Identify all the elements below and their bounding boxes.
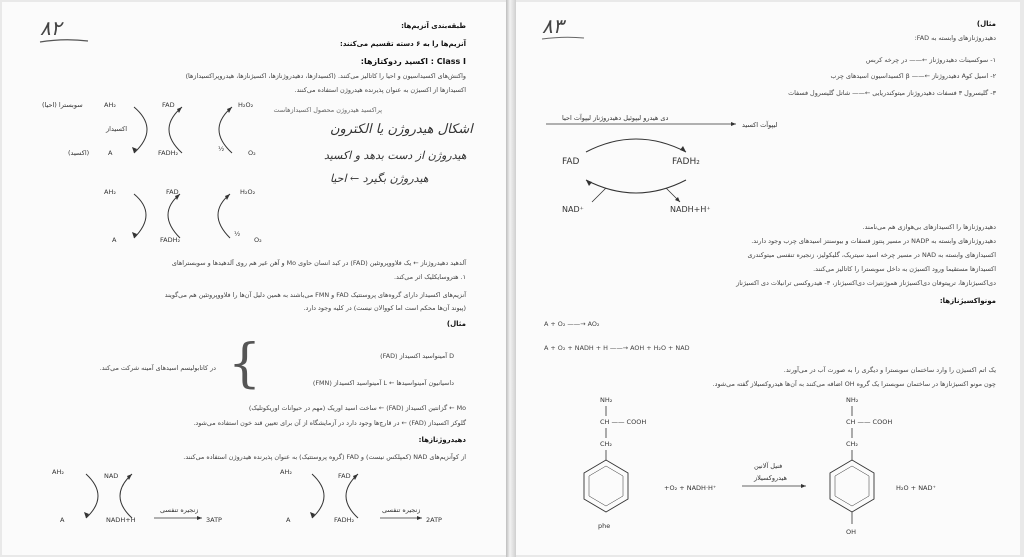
lipoamide-cycle-diagram — [546, 112, 778, 222]
diagram-label: 3ATP — [206, 516, 222, 524]
page-number: ۸۳ — [542, 14, 564, 38]
diagram-label: FADH₂ — [672, 157, 700, 167]
example-heading: مثال) — [976, 20, 996, 28]
paragraph: اکسیدازها از اکسیژن به عنوان پذیرنده هیدروژن استفاده می‌کنند. — [294, 86, 466, 94]
example-item: Mo ← گزانتین اکسیداز (FAD) ← ساخت اسید اوریک (مهم در حیوانات اوریکوتلیک) — [248, 404, 466, 412]
example-item: D آمینواسید اکسیداز (FAD) — [380, 352, 454, 360]
diagram-label: FADH₂ — [160, 236, 181, 244]
oxidase-diagram-2 — [102, 182, 282, 247]
molecule-label: OH — [846, 528, 857, 536]
reagent-label: +O₂ + NADH·H⁺ — [664, 484, 717, 492]
diagram-label: 2ATP — [426, 516, 442, 524]
molecule-label: CH₂ — [846, 440, 859, 448]
diagram-label: NAD⁺ — [562, 205, 584, 214]
diagram-label: لیپوآت اکسید — [742, 121, 778, 129]
diagram-label: A — [286, 516, 291, 524]
page-number-underline — [38, 36, 90, 46]
diagram-label: A — [108, 149, 113, 157]
diagram-label: NAD — [104, 472, 119, 480]
diagram-label: FADH₂ — [334, 516, 355, 524]
diagram-label: دی هیدرو لیپوئیل دهیدروژناز لیپوآت احیا — [562, 114, 669, 122]
book-gutter — [506, 0, 516, 557]
page-number-underline — [540, 34, 586, 42]
diagram-label: FAD — [562, 157, 580, 167]
paragraph: واکنش‌های اکسیداسیون و احیا را کاتالیز می‌کنند. (اکسیدازها، دهیدروژنازها، اکسیژنازها، هیدروپراکسیدازها) — [185, 72, 466, 80]
nad-diagram — [44, 462, 244, 532]
diagram-label: AH₂ — [280, 468, 292, 476]
example-item: داسیانیون آمینواسیدها ← L آمینواسید اکسیداز (FMN) — [312, 379, 454, 387]
diagram-label: ½ — [234, 230, 241, 238]
diagram-label: اکسیداز — [106, 125, 128, 133]
brace: { — [228, 334, 262, 394]
dehydrogenase-heading: دهیدروژنازها: — [418, 436, 466, 444]
diagram-label: NADH+H — [106, 516, 136, 524]
section-subtitle: آنزیم‌ها را به ۶ دسته تقسیم می‌کنند: — [340, 40, 466, 48]
diagram-label: ½ — [218, 145, 225, 153]
equation: A + O₂ + NADH + H ——→ AOH + H₂O + NAD — [544, 344, 690, 352]
example-heading: مثال) — [446, 320, 466, 328]
diagram-label: FAD — [338, 472, 351, 480]
product-label: H₂O + NAD⁺ — [896, 484, 936, 492]
oxidase-diagram — [42, 97, 272, 162]
paragraph: دهیدروژنازهای وابسته به FAD: — [914, 34, 996, 42]
right-page — [516, 2, 1020, 555]
paragraph: چون مونو اکسیژنازها در ساختمان سوبسترا یک گروه OH اضافه می‌کنند به آن‌ها هیدروکسیلاز گفته می‌شود. — [712, 380, 996, 388]
enzyme-label: فنیل آلانین — [754, 462, 783, 470]
left-page — [2, 2, 506, 555]
diagram-label: FAD — [166, 188, 179, 196]
paragraph: دی‌اکسیژنازها، ترپیتوفان دی‌اکسیژناز هموژنتیزات دی‌اکسیژناز، ۳- هیدروکسی ترانیلات دی اکسیژناز — [736, 279, 996, 287]
diagram-label: NADH+H⁺ — [670, 205, 711, 214]
phenylalanine-hydroxylation-diagram — [556, 394, 996, 544]
diagram-label: زنجیره تنفسی — [160, 506, 199, 514]
diagram-label: O₂ — [254, 236, 262, 244]
molecule-label: NH₂ — [600, 396, 613, 404]
fad-diagram — [272, 462, 472, 532]
paragraph: اکسیدازهای وابسته به NAD در مسیر چرخه اسید سیتریک، گلیکولیز، زنجیره تنفسی میتوکندری — [747, 251, 996, 259]
diagram-label: O₂ — [248, 149, 256, 157]
paragraph: از کوآنزیم‌های NAD (کمپلکس نیست) و FAD (گروه پروستتیک) به عنوان پذیرنده هیدروژن استفاده می‌کنند. — [183, 453, 466, 461]
diagram-label: FAD — [162, 101, 175, 109]
paragraph: ۱. هتروسایکلیک اثر می‌کند. — [393, 273, 466, 281]
paragraph: پراکسید هیدروژن محصول اکسیدازهاست — [273, 106, 382, 114]
diagram-label: A — [112, 236, 117, 244]
list-item: ۲- اسیل کوA دهیدروژناز ←—— β اکسیداسیون اسیدهای چرب — [830, 72, 996, 80]
section-title: طبقه‌بندی آنزیم‌ها: — [401, 22, 466, 30]
diagram-label: AH₂ — [104, 101, 116, 109]
diagram-label: سوبسترا (احیا) — [42, 101, 83, 109]
paragraph: آنزیم‌های اکسیداز دارای گروه‌های پروستتیک FAD و FMN می‌باشند به همین دلیل آن‌ها را فلاووپروتئین هم می‌گویند — [164, 291, 466, 299]
molecule-label: CH₂ — [600, 440, 613, 448]
paragraph: آلدهید دهیدروژناز ← یک فلاووپروتئین (FAD) در کبد انسان حاوی Mo و آهن غیر هم روی آلدهیدها و سوبستراهای — [171, 259, 466, 267]
paragraph: (پیوند آن‌ها محکم است اما کووالان نیست) در کلیه وجود دارد. — [303, 304, 466, 312]
class1-heading: Class I : اکسید ردوکتازها: — [360, 57, 466, 66]
example-item: گلوکز اکسیداز (FAD) ← در قارچ‌ها وجود دارد در آزمایشگاه از آن برای تعیین قند خون استفاده می‌شود. — [193, 419, 466, 427]
molecule-label: CH —— COOH — [846, 418, 893, 426]
molecule-label: phe — [598, 522, 611, 530]
handwritten-note: هیدروژن از دست بدهد و اکسید — [324, 149, 467, 162]
handwritten-note: اشکال هیدروژن یا الکترون — [330, 122, 473, 137]
diagram-label: H₂O₂ — [238, 101, 254, 109]
paragraph: دهیدروژنازها را اکسیدازهای بی‌هوازی هم می‌نامند. — [862, 223, 996, 231]
diagram-label: H₂O₂ — [240, 188, 256, 196]
molecule-label: CH —— COOH — [600, 418, 647, 426]
diagram-label: AH₂ — [104, 188, 116, 196]
equation: A + O₂ ——→ AO₂ — [544, 320, 600, 328]
paragraph: دهیدروژنازهای وابسته به NADP در مسیر پنتوز فسفات و بیوسنتز اسیدهای چرب وجود دارند. — [751, 237, 996, 245]
page-number: ۸۲ — [40, 16, 62, 40]
example-item: در کاتابولیسم اسیدهای آمینه شرکت می‌کند. — [99, 364, 216, 372]
monooxygenase-heading: مونواکسیژنازها: — [939, 297, 996, 305]
diagram-label: (اکسید) — [68, 149, 90, 157]
diagram-label: زنجیره تنفسی — [382, 506, 421, 514]
paragraph: اکسیدازها مستقیما ورود اکسیژن به داخل سوبسترا را کاتالیز می‌کنند. — [813, 265, 996, 273]
list-item: ۱- سوکسینات دهیدروژناز ←—— در چرخه کربس — [865, 56, 996, 64]
diagram-label: A — [60, 516, 65, 524]
handwritten-note: هیدروژن بگیرد ← احیا — [330, 172, 429, 185]
enzyme-label: هیدروکسیلاز — [754, 474, 787, 482]
diagram-label: FADH₂ — [158, 149, 179, 157]
molecule-label: NH₂ — [846, 396, 859, 404]
paragraph: یک اتم اکسیژن را وارد ساختمان سوبسترا و دیگری را به صورت آب در می‌آورند. — [783, 366, 996, 374]
diagram-label: AH₂ — [52, 468, 64, 476]
list-item: ۳- گلیسرول ۳ فسفات دهیدروژناز میتوکندریایی ←—— شاتل گلیسرول فسفات — [788, 89, 996, 97]
